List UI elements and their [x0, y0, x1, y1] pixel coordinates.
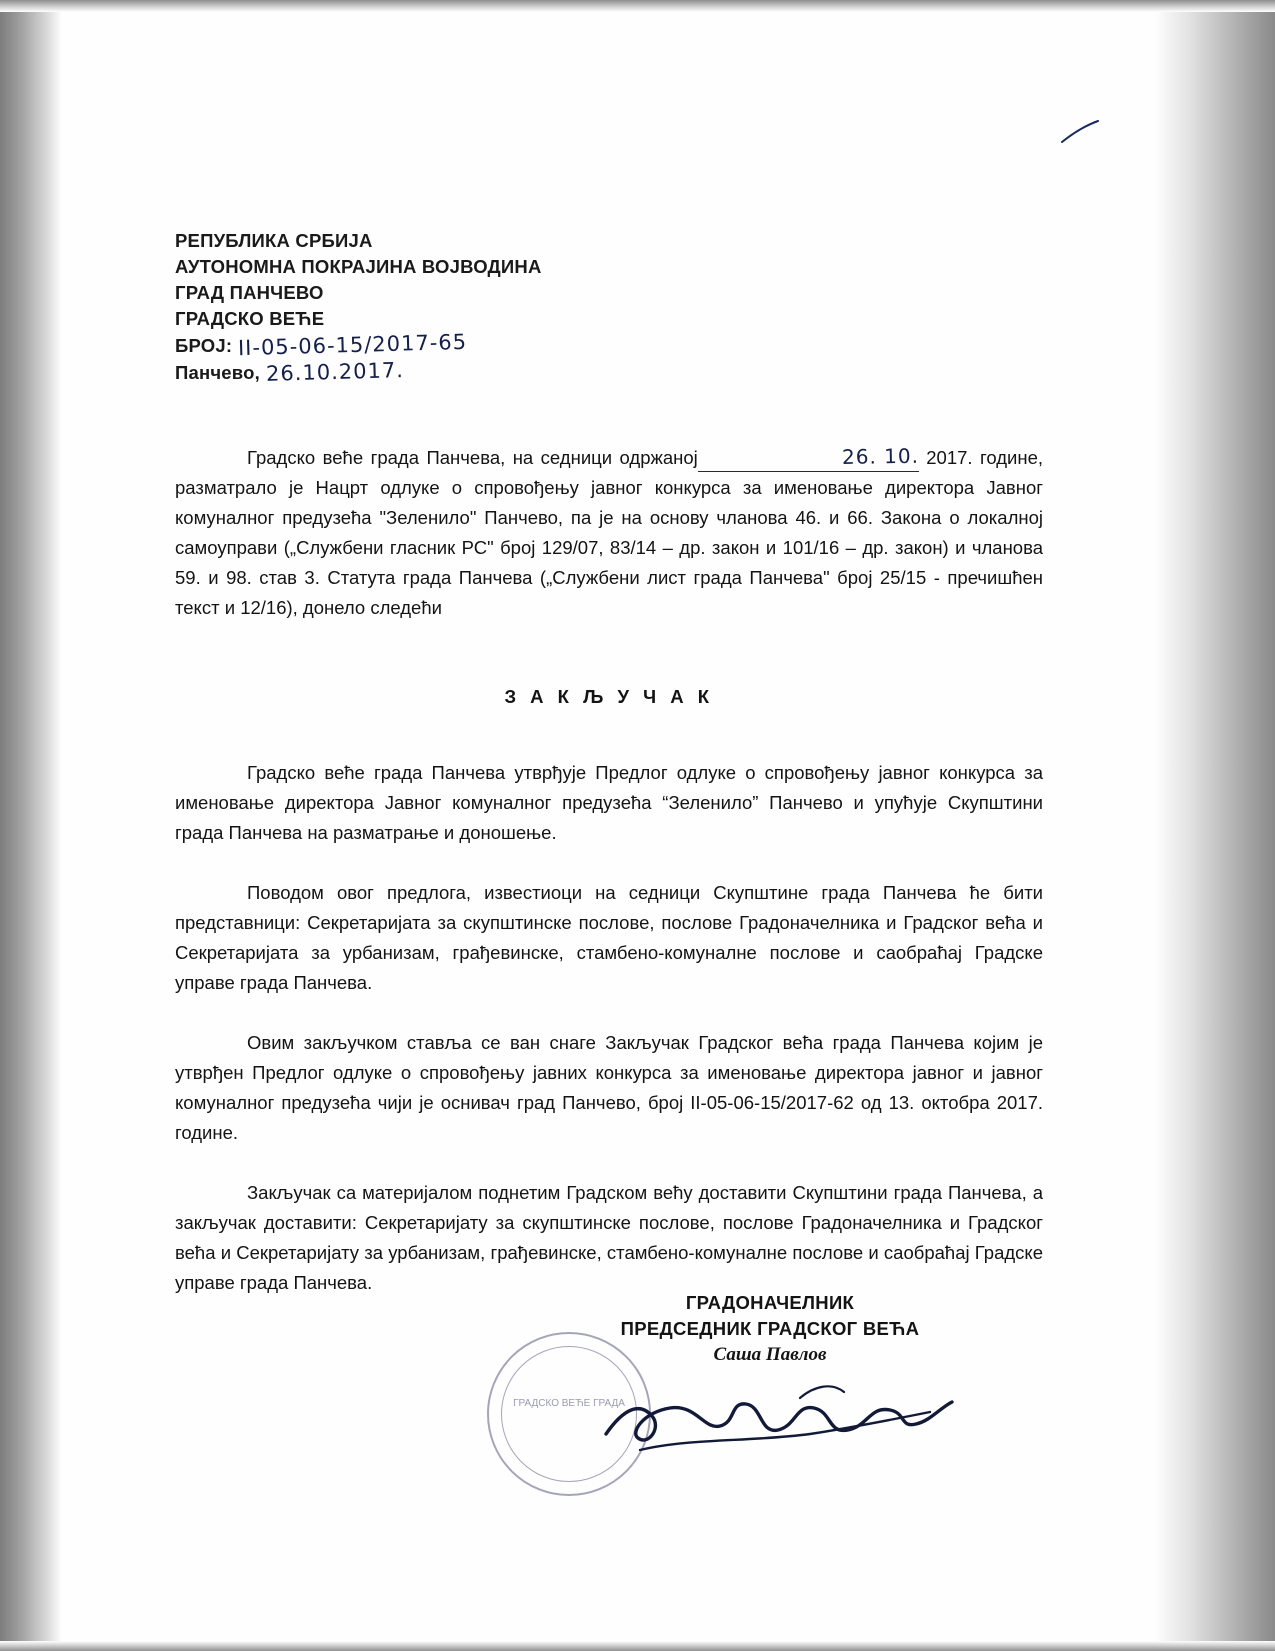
- letterhead: [175, 228, 875, 386]
- signature-name: Саша Павлов: [713, 1344, 827, 1365]
- scan-left-shadow: [0, 0, 62, 1651]
- document-city-label: Панчево,: [175, 362, 260, 383]
- paragraph-2: Поводом овог предлога, известиоци на седници Скупштине града Панчева ће бити представници: Секретаријата за скупштинске послове, послове Градоначелника и Градског већа и Секретаријата за урбанизам, грађевинске, стамбено-комуналне послове и саобраћај Градске управе града Панчева.: [175, 882, 1043, 993]
- document-city-date-line: [175, 359, 875, 386]
- letterhead-line-2: АУТОНОМНА ПОКРАЈИНА ВОЈВОДИНА: [175, 256, 542, 277]
- scan-right-shadow: [1153, 0, 1275, 1651]
- document-number-line: [175, 329, 875, 361]
- paragraph-4: Закључак са материјалом поднетим Градском већу доставити Скупштини града Панчева, а закључак доставити: Секретаријату за скупштинске послове, послове Градоначелника и Градског већа и Секретаријату за урбанизам, грађевинске, стамбено-комуналне послове и саобраћај Градске управе града Панчева.: [175, 1182, 1043, 1293]
- body-paragraphs: [175, 758, 1043, 1298]
- document-date-value: 26.10.2017.: [265, 358, 405, 386]
- handwritten-date-value: 26. 10.: [841, 443, 919, 470]
- letterhead-line-4: ГРАДСКО ВЕЋЕ: [175, 308, 325, 329]
- paragraph-spacer: [175, 998, 1043, 1028]
- intro-text-before-date: Градско веће града Панчева, на седници одржаној: [247, 447, 698, 468]
- document-title: З А К Љ У Ч А К: [504, 686, 714, 707]
- signature-title-line-1: ГРАДОНАЧЕЛНИК: [685, 1292, 855, 1313]
- intro-text-after-date: 2017. године, разматрало је Нацрт одлуке о спровођењу јавног конкурса за именовање директора Јавног комуналног предузећа "Зеленило" Панчево, па је на основу чланова 46. и 66. Закона о локалној самоуправи („Службени гласник РС" број 129/07, 83/14 – др. закон и 101/16 – др. закон) и чланова 59. и 98. став 3. Статута града Панчева („Службени лист града Панчева" број 25/15 - пречишћен текст и 12/16), донело следећи: [175, 447, 1044, 618]
- paragraph-1: Градско веће града Панчева утврђује Предлог одлуке о спровођењу јавног конкурса за именовање директора Јавног комуналног предузећа “Зеленило” Панчево и упућује Скупштини града Панчева на разматрање и доношење.: [175, 762, 1043, 843]
- letterhead-line-3: ГРАД ПАНЧЕВО: [175, 282, 324, 303]
- intro-paragraph: [175, 442, 1043, 623]
- handwritten-date-field: [698, 442, 919, 472]
- ink-mark-icon: [1060, 118, 1100, 148]
- document-number-label: БРОЈ:: [175, 335, 233, 356]
- scan-bottom-shadow: [0, 1641, 1275, 1651]
- scan-top-shadow: [0, 0, 1275, 12]
- paragraph-spacer: [175, 1148, 1043, 1178]
- stamp-inner-label: ГРАДСКО ВЕЋЕ ГРАДА: [513, 1398, 625, 1409]
- paragraph-3: Овим закључком ставља се ван снаге Закључак Градског већа града Панчева којим је утврђен Предлог одлуке о спровођењу јавних конкурса за именовање директора јавног и јавног комуналног предузећа чији је оснивач град Панчево, број II-05-06-15/2017-62 од 13. октобра 2017. године.: [175, 1032, 1043, 1143]
- letterhead-line-1: РЕПУБЛИКА СРБИЈА: [175, 230, 373, 251]
- document-number-value: II-05-06-15/2017-65: [237, 329, 468, 361]
- paragraph-spacer: [175, 848, 1043, 878]
- signature-title-line-2: ПРЕДСЕДНИК ГРАДСКОГ ВЕЋА: [620, 1318, 920, 1339]
- handwritten-signature-icon: [600, 1368, 960, 1478]
- intro-block: [175, 442, 1043, 623]
